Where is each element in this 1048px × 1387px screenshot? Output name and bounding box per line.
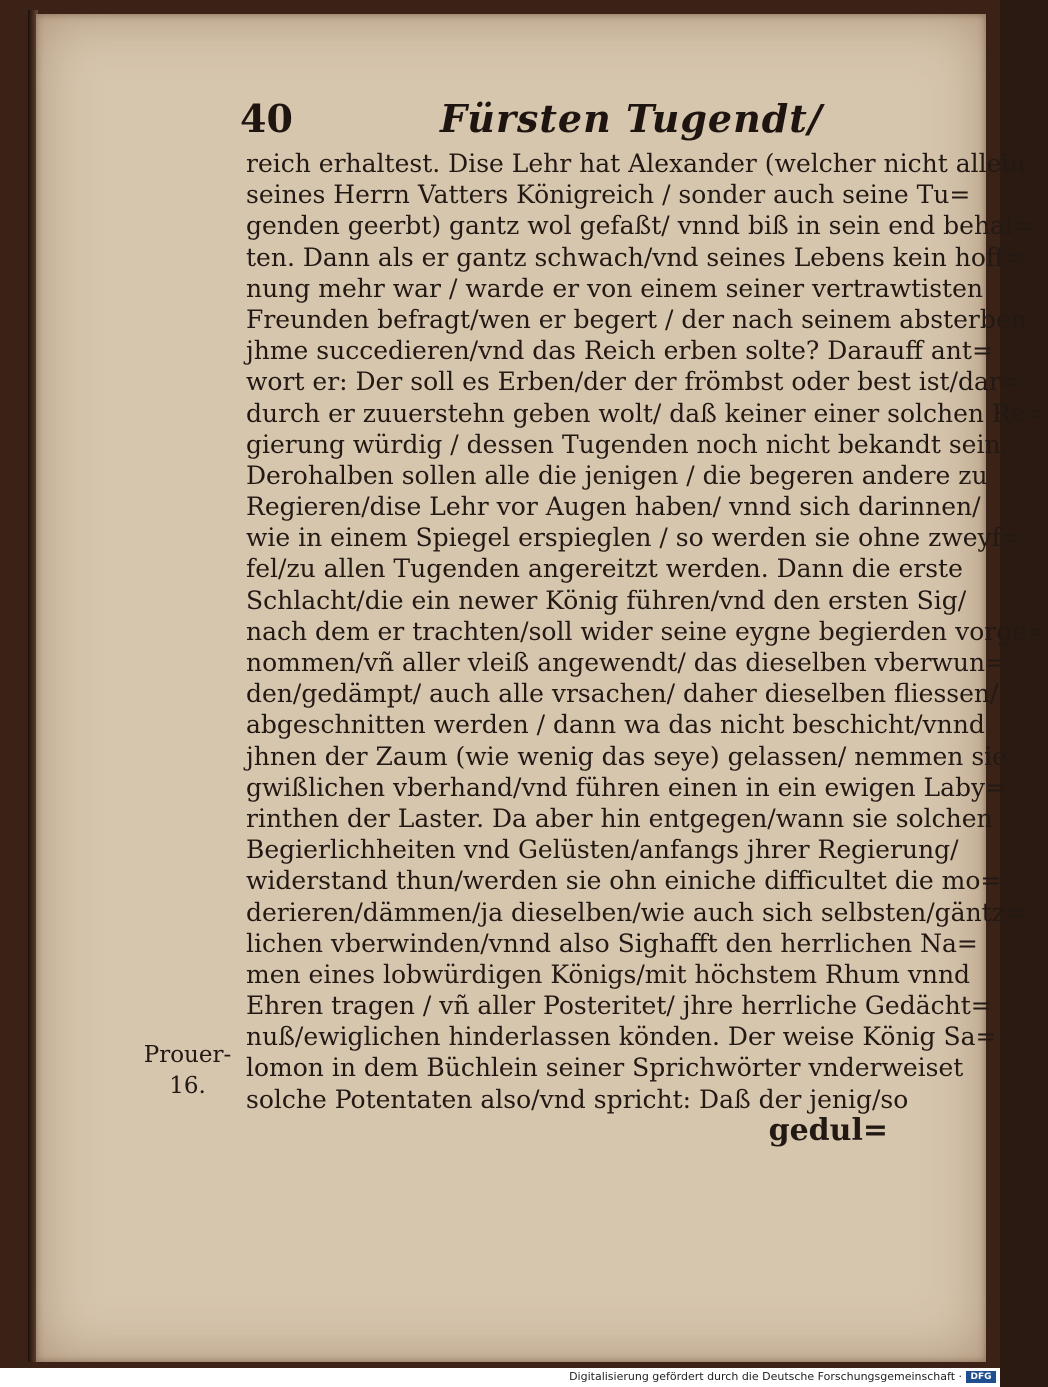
text-line: widerstand thun/werden sie ohn einiche difficultet die mo= bbox=[246, 866, 1002, 896]
text-line: nach dem er trachten/soll wider seine eygne begierden vorge= bbox=[246, 616, 1048, 646]
page-number: 40 bbox=[240, 96, 293, 141]
text-line: Regieren/dise Lehr vor Augen haben/ vnnd sich darinnen/ bbox=[246, 492, 981, 522]
margin-note-chapter: 16. bbox=[169, 1073, 206, 1099]
text-line: durch er zuuerstehn geben wolt/ daß keiner einer solchen Re= bbox=[246, 398, 1047, 428]
dfg-logo-icon[interactable]: DFG bbox=[966, 1371, 996, 1383]
text-line: gierung würdig / dessen Tugenden noch nicht bekandt sein. bbox=[246, 429, 1009, 459]
text-line: den/gedämpt/ auch alle vrsachen/ daher dieselben fliessen/ bbox=[246, 679, 999, 709]
text-line: fel/zu allen Tugenden angereitzt werden. Dann die erste bbox=[246, 554, 963, 584]
text-line: wort er: Der soll es Erben/der der frömbst oder best ist/dar= bbox=[246, 367, 1022, 397]
text-line: men eines lobwürdigen Königs/mit höchstem Rhum vnnd bbox=[246, 959, 971, 989]
text-line: Ehren tragen / vñ aller Posteritet/ jhre herrliche Gedächt= bbox=[246, 991, 992, 1021]
text-line: Schlacht/die ein newer König führen/vnd den ersten Sig/ bbox=[246, 585, 967, 615]
margin-note bbox=[140, 1040, 235, 1102]
text-line: Freunden befragt/wen er begert / der nach seinem absterben bbox=[246, 304, 1027, 334]
text-line: reich erhaltest. Dise Lehr hat Alexander (welcher nicht allein bbox=[246, 149, 1026, 178]
text-line: jhme succedieren/vnd das Reich erben solte? Darauff ant= bbox=[246, 336, 993, 366]
text-line: nuß/ewiglichen hinderlassen könden. Der weise König Sa= bbox=[246, 1022, 997, 1052]
text-line: lichen vberwinden/vnnd also Sighafft den herrlichen Na= bbox=[246, 928, 978, 958]
text-line: rinthen der Laster. Da aber hin entgegen/wann sie solchen bbox=[246, 803, 993, 833]
catchword: gedul= bbox=[768, 1112, 888, 1148]
text-line: ten. Dann als er gantz schwach/vnd seines Lebens kein hoff= bbox=[246, 242, 1025, 272]
text-line: nommen/vñ aller vleiß angewendt/ das dieselben vberwun= bbox=[246, 648, 1007, 677]
text-line: genden geerbt) gantz wol gefaßt/ vnnd biß in sein end behal= bbox=[246, 211, 1034, 241]
text-line: derieren/dämmen/ja dieselben/wie auch sich selbsten/gäntz= bbox=[246, 897, 1026, 927]
text-line: jhnen der Zaum (wie wenig das seye) gelassen/ nemmen sie bbox=[246, 741, 1007, 771]
text-line: nung mehr war / warde er von einem seiner vertrawtisten bbox=[246, 273, 983, 303]
text-line: wie in einem Spiegel erspieglen / so werden sie ohne zweyf= bbox=[246, 523, 1022, 553]
text-line: seines Herrn Vatters Königreich / sonder auch seine Tu= bbox=[246, 180, 971, 210]
running-title: Fürsten Tugendt/ bbox=[440, 96, 823, 141]
body-text bbox=[246, 148, 1048, 1148]
text-line: gwißlichen vberhand/vnd führen einen in ein ewigen Laby= bbox=[246, 772, 1007, 802]
footer-bar bbox=[0, 1368, 1000, 1387]
text-line: solche Potentaten also/vnd spricht: Daß der jenig/so bbox=[246, 1084, 909, 1114]
text-line: lomon in dem Büchlein seiner Sprichwörter vnderweiset bbox=[246, 1053, 964, 1083]
footer-credit: Digitalisierung gefördert durch die Deutsche Forschungsgemeinschaft · bbox=[569, 1370, 962, 1383]
page-header bbox=[240, 96, 940, 146]
text-line: abgeschnitten werden / dann wa das nicht beschicht/vnnd bbox=[246, 710, 985, 740]
text-line: Begierlichheiten vnd Gelüsten/anfangs jhrer Regierung/ bbox=[246, 835, 959, 865]
margin-note-source: Prouer- bbox=[143, 1042, 232, 1068]
text-line: Derohalben sollen alle die jenigen / die begeren andere zu bbox=[246, 460, 988, 490]
